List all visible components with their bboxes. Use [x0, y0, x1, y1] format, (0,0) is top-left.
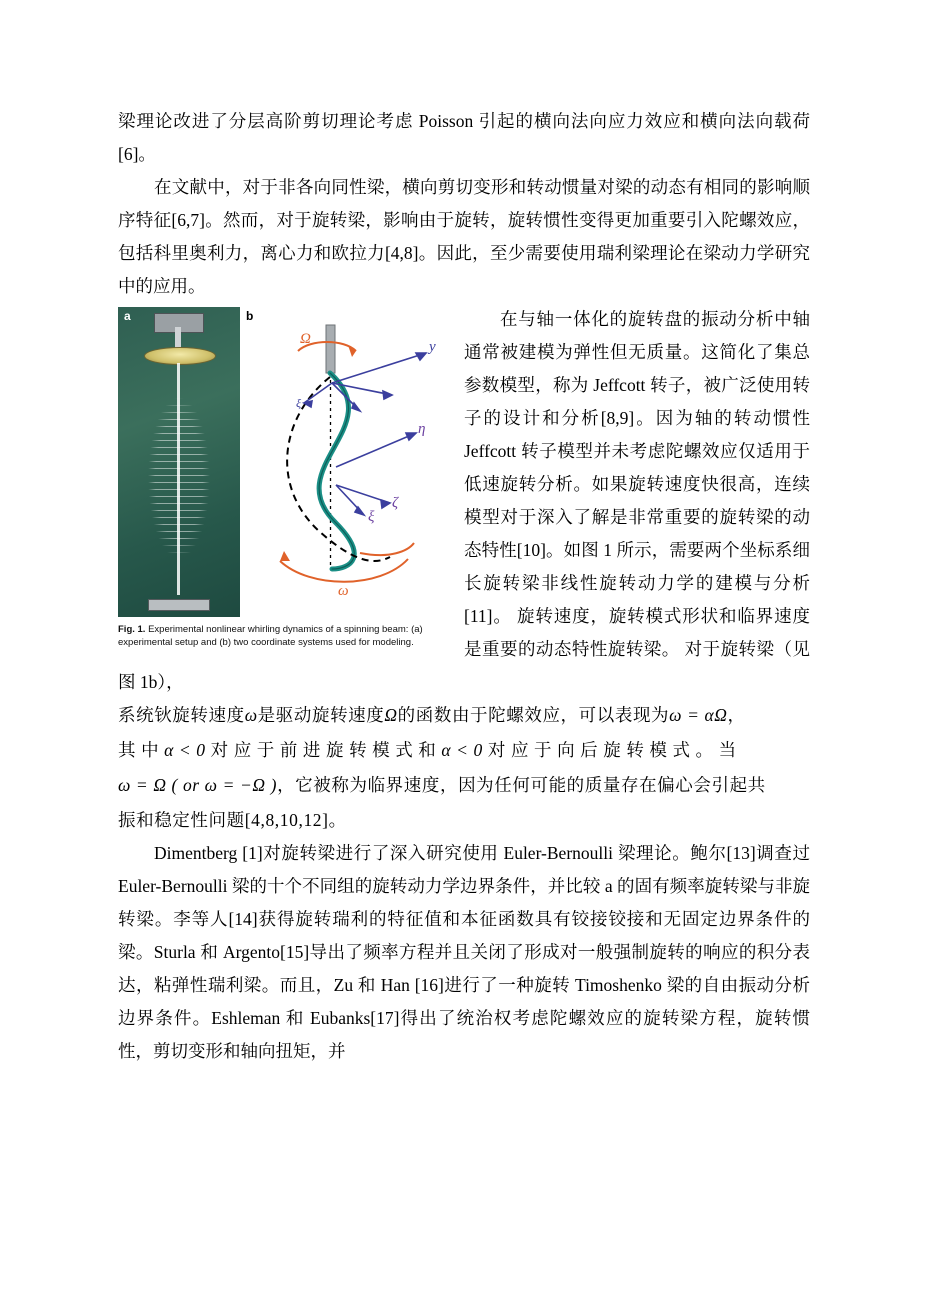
spindle-rod	[175, 327, 181, 349]
symbol-Omega: Ω	[384, 705, 398, 725]
axis-label-xi2: ξ	[296, 396, 302, 410]
axis-label-omega: ω	[338, 583, 349, 599]
p4-line3	[118, 769, 810, 802]
axis-label-xi: ξ	[368, 509, 375, 525]
p4-line2	[118, 734, 810, 767]
figure-1	[118, 307, 450, 649]
figure-with-wrapped-text	[118, 303, 810, 699]
figure-1-images	[118, 307, 450, 617]
paragraph-1: 梁理论改进了分层高阶剪切理论考虑 Poisson 引起的横向法向应力效应和横向法向载荷[6]。	[118, 111, 810, 164]
axis-label-eta: η	[418, 421, 426, 437]
equation-omega-alpha-Omega: ω = αΩ	[669, 705, 728, 725]
p4-line2-mid: 对 应 于 前 进 旋 转 模 式 和	[205, 740, 442, 760]
p4-pre: 系统钬旋转速度	[118, 705, 245, 725]
figure-1-caption-label: Fig. 1.	[118, 624, 146, 635]
panel-a-label: a	[124, 309, 131, 323]
p4-mid: 是驱动旋转速度	[257, 705, 385, 725]
figure-1-caption	[118, 623, 450, 649]
p4-line3-post: ，它被称为临界速度，因为任何可能的质量存在偏心会引起共	[277, 775, 766, 795]
axis-label-zeta: ζ	[392, 495, 399, 511]
figure-1-caption-text: Experimental nonlinear whirling dynamics of a spinning beam: (a) experimental setup and (b) two coordinate systems used for modeling.	[118, 624, 423, 648]
page-content	[118, 105, 810, 1068]
axis-label-Omega: Ω	[300, 331, 311, 347]
figure-1-panel-b-diagram	[240, 307, 450, 617]
equation-omega-eq-Omega: ω = Ω ( or ω = −Ω )	[118, 775, 278, 795]
paragraph-4: 系统钬旋转速度ω是驱动旋转速度Ω的函数由于陀螺效应，可以表现为ω = αΩ， 其 中 α < 0 对 应 于 前 进 旋 转 模 式 和 α < 0 对 应 于 向 后 旋 转 模 式 。 当 ω = Ω ( or ω = −Ω )，它被称为临界速度，因为任何可能的质量存在偏心会引起共 振和稳定性问题[4,8,10,12]。	[118, 699, 810, 837]
symbol-omega: ω	[244, 705, 258, 725]
paragraph-2: 在文献中，对于非各向同性梁，横向剪切变形和转动惯量对梁的动态有相同的影响顺序特征[6,7]。然而，对于旋转梁，影响由于旋转，旋转惯性变得更加重要引入陀螺效应，包括科里奥利力，离心力和欧拉力[4,8]。因此，至少需要使用瑞利梁理论在梁动力学研究中的应用。	[118, 177, 810, 296]
figure-1-panel-a-photo	[118, 307, 240, 617]
p4-line2-post: 对 应 于 向 后 旋 转 模 式 。 当	[482, 740, 737, 760]
coordinate-system-diagram	[240, 307, 450, 617]
support-base	[148, 599, 210, 611]
panel-b-label: b	[246, 309, 254, 323]
beam-axis-line	[177, 363, 180, 595]
p4-line2-pre: 其 中	[118, 740, 165, 760]
equation-alpha-lt-0-a: α < 0	[164, 740, 206, 760]
paragraph-3: 在与轴一体化的旋转盘的振动分析中轴通常被建模为弹性但无质量。这简化了集总参数模型，称为 Jeffcott 转子，被广泛使用转子的设计和分析[8,9]。因为轴的转动惯性 Jeffcott 转子模型并未考虑陀螺效应仅适用于低速旋转分析。如果旋转速度快很高，连续模型对于深入了解是非常重要的旋转梁的动态特性[10]。如图 1 所示，需要两个坐标系细长旋转梁非线性旋转动力学的建模与分析[11]。 旋转速度，旋转模式形状和临界速度是重要的动态特性旋转梁。 对于旋转梁（见图 1b），	[118, 309, 810, 692]
p4-post: 的函数由于陀螺效应，可以表现为	[397, 705, 670, 725]
p4-line4: 振和稳定性问题[4,8,10,12]。	[118, 810, 347, 830]
equation-alpha-lt-0-b: α < 0	[441, 740, 483, 760]
axis-label-y: y	[429, 339, 436, 355]
paragraph-5: Dimentberg [1]对旋转梁进行了深入研究使用 Euler-Bernoulli 梁理论。鲍尔[13]调查过 Euler-Bernoulli 梁的十个不同组的旋转动力学边界条件，并比较 a 的固有频率旋转梁与非旋转梁。李等人[14]获得旋转瑞利的特征值和本征函数具有铰接铰接和无固定边界条件的梁。Sturla 和 Argento[15]导出了频率方程并且关闭了形成对一般强制旋转的响应的积分表达，粘弹性瑞利梁。而且，Zu 和 Han [16]进行了一种旋转 Timoshenko 梁的自由振动分析边界条件。Eshleman 和 Eubanks[17]得出了统治权考虑陀螺效应的旋转梁方程，旋转惯性，剪切变形和轴向扭矩，并	[118, 843, 810, 1061]
